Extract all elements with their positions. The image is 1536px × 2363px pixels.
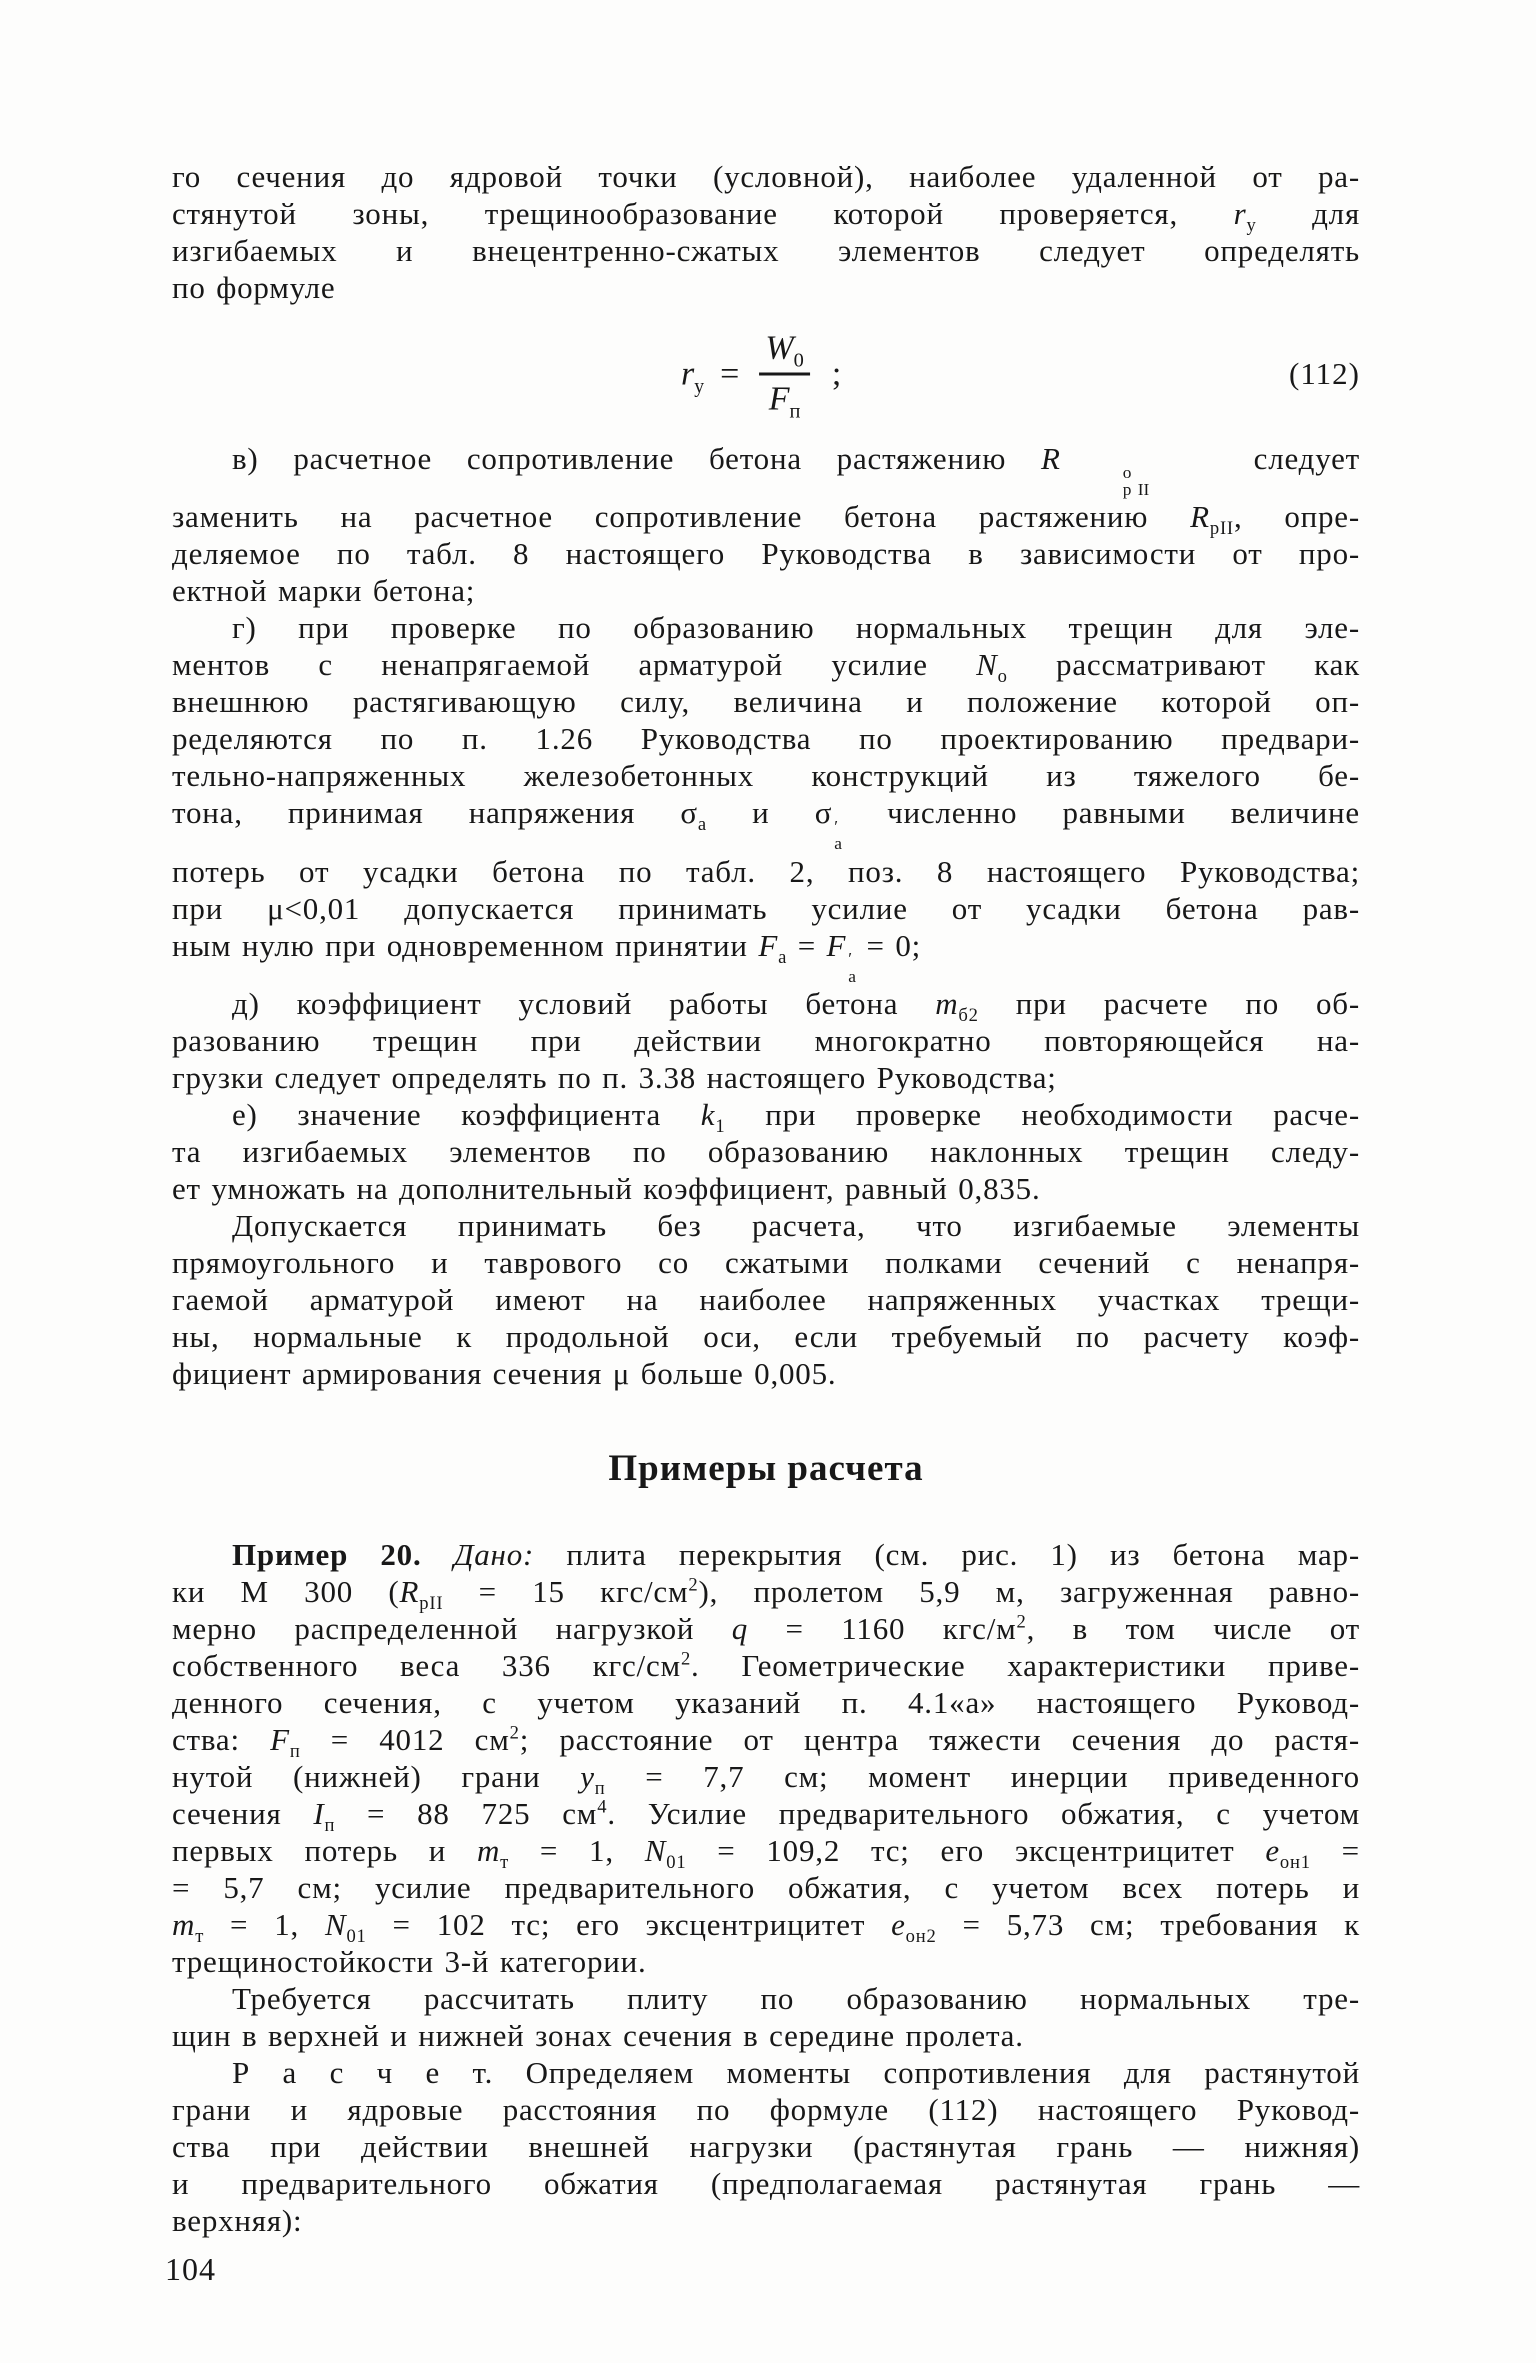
intro-paragraphs <box>172 158 1360 306</box>
paragraph <box>172 985 1360 1096</box>
text-line: е) значение коэффициента $k_1$ при проверке необходимости расче- <box>232 1097 1360 1138</box>
text-line: и предварительного обжатия (предполагаемая растянутая грань — <box>172 2166 1360 2202</box>
text-line: сечения $I_п = 88$ 725 $см^4$. Усилие предварительного обжатия, с учетом <box>172 1796 1360 1837</box>
paragraph <box>172 158 1360 306</box>
text-line: ства при действии внешней нагрузки (растянутая грань — нижняя) <box>172 2129 1360 2165</box>
formula-lhs-symbol: r <box>681 355 695 392</box>
text-line: заменить на расчетное сопротивление бетона растяжению $R_{рII}$, опре- <box>172 499 1360 540</box>
formula-lhs-subscript: у <box>694 374 705 397</box>
denominator-symbol: F <box>768 380 790 418</box>
text-line: грани и ядровые расстояния по формуле (112) настоящего Руковод- <box>172 2092 1360 2128</box>
paragraph <box>172 1096 1360 1207</box>
text-line: Пример 20. Дано: плита перекрытия (см. рис. 1) из бетона мар- <box>232 1537 1360 1573</box>
fraction <box>755 329 814 423</box>
paragraph <box>172 1536 1360 1980</box>
page-number: 104 <box>165 2251 216 2288</box>
text-line: ны, нормальные к продольной оси, если требуемый по расчету коэф- <box>172 1319 1360 1355</box>
paragraph <box>172 2054 1360 2239</box>
text-line: собственного веса 336 кгс/$см^2$. Геометрические характеристики приве- <box>172 1648 1360 1684</box>
text-line: ки М 300 ($R_{рII} = 15$ кгс/$см^2$), пролетом 5,9 м, загруженная равно- <box>172 1574 1361 1615</box>
example-paragraphs <box>172 1536 1360 2239</box>
text-line: та изгибаемых элементов по образованию наклонных трещин следу- <box>172 1134 1360 1170</box>
paragraph <box>172 440 1360 609</box>
text-line: ным нулю при одновременном принятии $F_а = F$ ′ а = 0; <box>172 927 922 986</box>
text-line: грузки следует определять по п. 3.38 настоящего Руководства; <box>172 1060 1057 1096</box>
fraction-denominator <box>759 373 811 423</box>
semicolon: ; <box>831 355 842 392</box>
text-line: потерь от усадки бетона по табл. 2, поз. 8 настоящего Руководства; <box>172 853 1360 889</box>
text-line: внешнюю растягивающую силу, величина и положение которой оп- <box>172 684 1360 720</box>
text-line: первых потерь и $m_т = 1$, $N_{01} = 109,2$ тс; его эксцентрицитет $e_{он1}$ = <box>172 1833 1360 1874</box>
formula-lhs <box>681 355 705 397</box>
text-line: ства: $F_п = 4012$ $см^2$; расстояние от центра тяжести сечения до растя- <box>172 1722 1360 1763</box>
text-line: разованию трещин при действии многократно повторяющейся на- <box>172 1023 1360 1059</box>
equals-sign: = <box>720 355 740 392</box>
fraction-numerator <box>755 330 814 373</box>
text-line: изгибаемых и внецентренно-сжатых элементов следует определять <box>172 233 1360 268</box>
text-line: г) при проверке по образованию нормальных трещин для эле- <box>232 610 1360 646</box>
text-line: Р а с ч е т. Определяем моменты сопротивления для растянутой <box>232 2055 1360 2091</box>
formula-expression <box>681 329 842 423</box>
clause-paragraphs <box>172 440 1360 1392</box>
text-line: фициент армирования сечения μ больше 0,005. <box>172 1356 837 1392</box>
denominator-subscript: п <box>789 400 801 423</box>
section-heading: Примеры расчета <box>608 1448 924 1490</box>
text-line: д) коэффициент условий работы бетона $m_{б2}$ при расчете по об- <box>232 986 1360 1027</box>
text-line: деляемое по табл. 8 настоящего Руководства в зависимости от про- <box>172 536 1360 572</box>
text-line: стянутой зоны, трещинообразование которой проверяется, $r_у$ для <box>172 196 1361 237</box>
text-line: ментов с ненапрягаемой арматурой усилие $N_о$ рассматривают как <box>172 647 1360 688</box>
text-line: го сечения до ядровой точки (условной), наиболее удаленной от ра- <box>172 159 1360 194</box>
formula-112 <box>172 314 1360 434</box>
text-line: трещиностойкости 3-й категории. <box>172 1944 647 1980</box>
text-line: мерно распределенной нагрузкой q = 1160 кгс/$м^2$, в том числе от <box>172 1611 1360 1647</box>
text-line: верхняя): <box>172 2203 303 2239</box>
text-line: ектной марки бетона; <box>172 573 476 609</box>
text-line: Допускается принимать без расчета, что изгибаемые элементы <box>232 1208 1360 1244</box>
text-line: Требуется рассчитать плиту по образованию нормальных тре- <box>232 1981 1360 2017</box>
text-line: = 5,7 см; усилие предварительного обжатия, с учетом всех потерь и <box>172 1870 1360 1906</box>
paragraph <box>172 1980 1360 2054</box>
text-line: ределяются по п. 1.26 Руководства по проектированию предвари- <box>172 721 1360 757</box>
text-line: $m_т = 1$, $N_{01} = 102$ тс; его эксцентрицитет $e_{он2} = 5,73$ см; требования к <box>172 1907 1360 1948</box>
text-block <box>165 158 1361 2288</box>
paragraph <box>172 1207 1360 1392</box>
equation-number: (112) <box>1289 356 1360 391</box>
text-line: тона, принимая напряжения $\sigma_а$ и σ ′ а численно равными величине <box>172 795 1360 854</box>
text-line: гаемой арматурой имеют на наиболее напряженных участках трещи- <box>172 1282 1360 1318</box>
numerator-symbol: W <box>765 329 794 367</box>
text-line: ет умножать на дополнительный коэффициент, равный 0,835. <box>172 1171 1041 1207</box>
text-line: денного сечения, с учетом указаний п. 4.1«а» настоящего Руковод- <box>172 1685 1360 1721</box>
paragraph <box>172 609 1360 985</box>
text-line: при μ<0,01 допускается принимать усилие от усадки бетона рав- <box>172 890 1360 926</box>
text-line: прямоугольного и таврового со сжатыми полками сечений с ненапря- <box>172 1245 1360 1281</box>
text-line: по формуле <box>172 270 336 305</box>
text-line: в) расчетное сопротивление бетона растяжению R о р II следует <box>232 441 1361 500</box>
numerator-subscript: 0 <box>793 349 804 372</box>
text-line: щин в верхней и нижней зонах сечения в середине пролета. <box>172 2018 1024 2054</box>
text-line: тельно-напряженных железобетонных конструкций из тяжелого бе- <box>172 758 1360 794</box>
text-line: нутой (нижней) грани $y_п = 7,7$ см; момент инерции приведенного <box>172 1759 1360 1800</box>
